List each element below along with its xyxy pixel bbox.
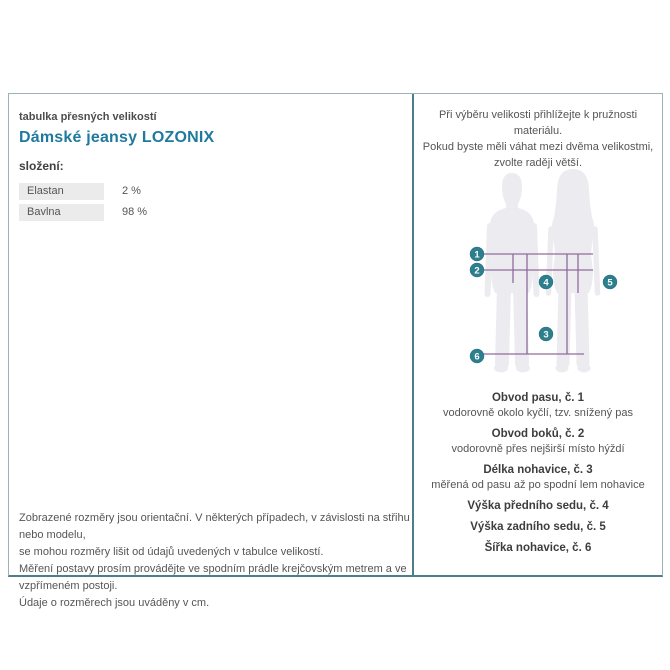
svg-text:1: 1	[474, 249, 480, 261]
measurement-title: Obvod boků, č. 2	[491, 428, 585, 440]
list-item	[414, 541, 662, 556]
measurement-title: Délka nohavice, č. 3	[483, 464, 593, 476]
disclaimer-line: Údaje o rozměrech jsou uváděny v cm.	[19, 597, 210, 609]
measurement-description: vodorovně přes nejširší místo hýždí	[451, 443, 625, 455]
disclaimer-line: Měření postavy prosím provádějte ve spodním prádle krejčovským metrem a ve vzpřímeném postoji.	[19, 563, 407, 592]
measurement-description: měřená od pasu až po spodní lem nohavice	[431, 479, 645, 491]
svg-text:4: 4	[543, 277, 549, 289]
measurement-disclaimer	[19, 510, 412, 612]
badge-2	[470, 263, 484, 277]
table-row	[19, 183, 269, 200]
advice-line: Pokud byste měli váhat mezi dvěma velikostmi,	[422, 141, 654, 153]
measurement-legend	[414, 391, 662, 562]
badge-3	[539, 327, 553, 341]
measurement-diagram	[441, 161, 646, 381]
composition-material-label: Elastan	[19, 183, 104, 200]
disclaimer-line: Zobrazené rozměry jsou orientační. V některých případech, v závislosti na střihu nebo modelu,	[19, 512, 410, 541]
silhouette-left-figure	[488, 173, 537, 373]
size-chart-panel	[8, 93, 663, 609]
list-item	[414, 391, 662, 421]
composition-material-value: 2 %	[122, 185, 141, 197]
svg-text:2: 2	[474, 265, 480, 277]
product-info-panel	[9, 94, 414, 609]
measurement-title: Šířka nohavice, č. 6	[484, 542, 592, 554]
badge-1	[470, 247, 484, 261]
measurement-title: Výška zadního sedu, č. 5	[470, 521, 606, 533]
composition-material-value: 98 %	[122, 206, 148, 218]
silhouette-right-figure	[549, 169, 598, 373]
badge-5	[603, 275, 617, 289]
list-item	[414, 427, 662, 457]
measurement-description: vodorovně okolo kyčlí, tzv. snížený pas	[443, 407, 633, 419]
composition-material-label: Bavlna	[19, 204, 104, 221]
list-item	[414, 520, 662, 535]
svg-text:3: 3	[543, 329, 549, 341]
badge-4	[539, 275, 553, 289]
advice-line: Při výběru velikosti přihlížejte k pružnosti materiálu.	[438, 109, 638, 137]
measurement-title: Výška předního sedu, č. 4	[467, 500, 609, 512]
badge-6	[470, 349, 484, 363]
list-item	[414, 499, 662, 514]
disclaimer-line: se mohou rozměry lišit od údajů uvedených v tabulce velikostí.	[19, 546, 324, 558]
measurement-title: Obvod pasu, č. 1	[491, 392, 585, 404]
composition-heading: složení:	[19, 159, 64, 173]
advice-line: zvolte raději větší.	[493, 157, 583, 169]
composition-table	[19, 183, 269, 225]
table-row	[19, 204, 269, 221]
svg-text:6: 6	[474, 351, 480, 363]
product-title: Dámské jeansy LOZONIX	[19, 129, 215, 146]
list-item	[414, 463, 662, 493]
measurement-guide-panel	[414, 94, 662, 575]
svg-text:5: 5	[607, 277, 613, 289]
table-eyebrow-label: tabulka přesných velikostí	[19, 111, 157, 123]
